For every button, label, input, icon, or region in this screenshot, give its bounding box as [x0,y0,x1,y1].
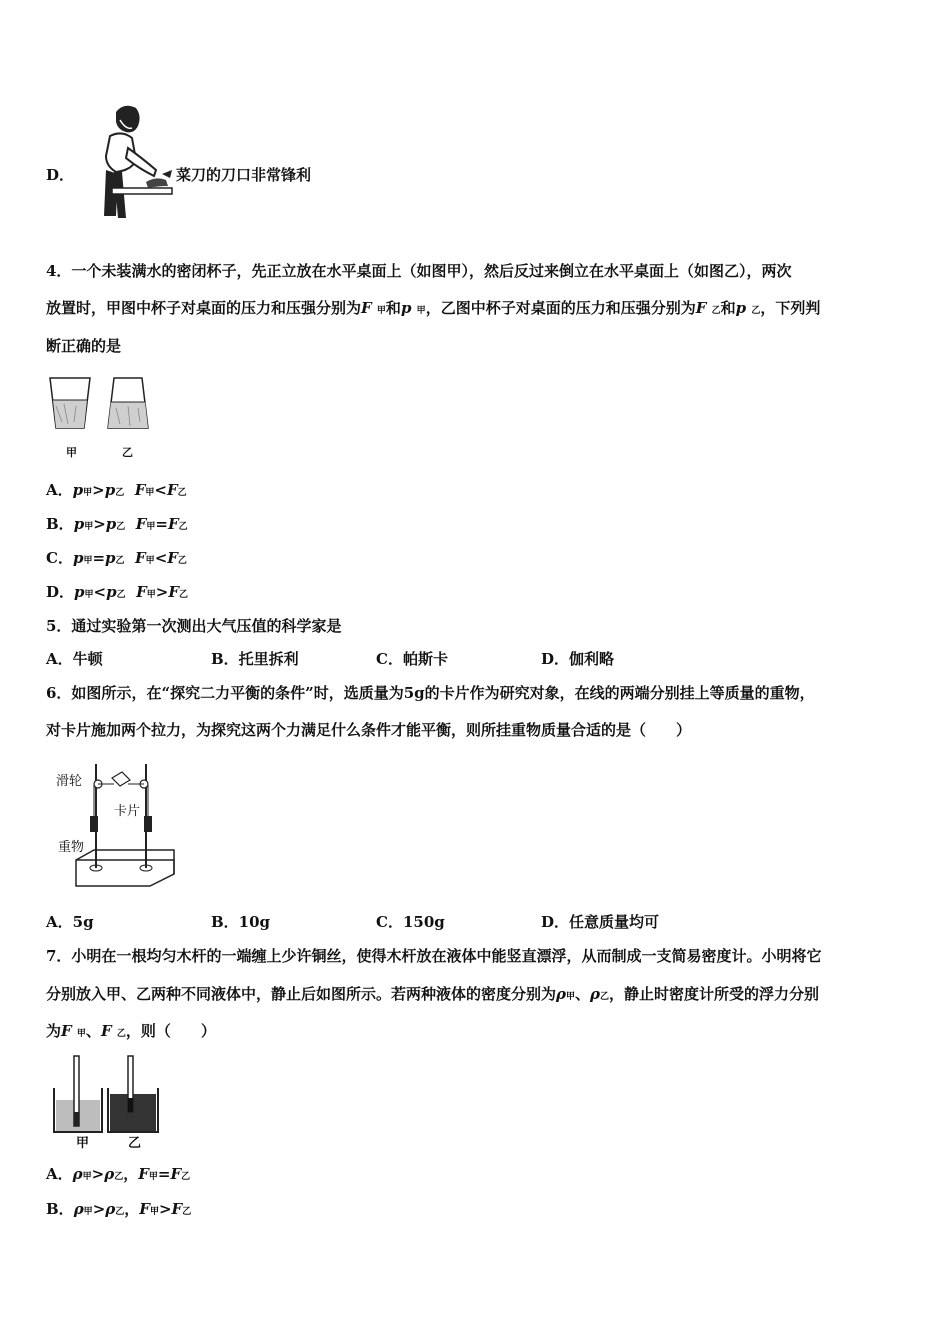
woman-cutting-figure [76,100,176,220]
cup-label-jia: 甲 [66,446,77,459]
weight-label: 重物 [58,840,85,855]
q7-option-b: B．ρ甲>ρ乙，F甲>F乙 [46,1200,192,1218]
q6-option-c: C．150g [376,913,445,931]
q6-option-a: A．5g [46,913,94,931]
q7-stem-line1: 7．小明在一根均匀木杆的一端缠上少许铜丝，使得木杆放在液体中能竖直漂浮，从而制成一支简易密度计。小明将它 [46,947,822,965]
q5-stem: 5．通过实验第一次测出大气压值的科学家是 [46,617,342,635]
q6-stem-line2: 对卡片施加两个拉力，为探究这两个力满足什么条件才能平衡，则所挂重物质量合适的是（ ） [46,721,692,739]
q5-option-b: B．托里拆利 [211,650,299,668]
pulley-label: 滑轮 [56,774,83,789]
q5-option-a: A．牛顿 [46,650,103,668]
beaker-label-jia: 甲 [76,1136,90,1151]
q7-option-a: A．ρ甲>ρ乙，F甲=F乙 [46,1165,191,1183]
q7-stem-line2: 分别放入甲、乙两种不同液体中，静止后如图所示。若两种液体的密度分别为ρ甲、ρ乙，静止时密度计所受的浮力分别 [46,985,820,1003]
woman-cutting-icon [76,100,176,220]
q4-option-c: C．p甲=p乙 F甲<F乙 [46,549,187,567]
q3-option-d-text: 菜刀的刀口非常锋利 [176,166,312,184]
q6-stem-line1: 6．如图所示，在“探究二力平衡的条件”时，选质量为5g的卡片作为研究对象，在线的两端分别挂上等质量的重物， [46,684,815,702]
hydrometer-figure [50,1054,165,1149]
q4-stem-line3: 断正确的是 [46,337,122,355]
cup-label-yi: 乙 [122,446,133,459]
q4-stem-line2: 放置时，甲图中杯子对桌面的压力和压强分别为F 甲和p 甲，乙图中杯子对桌面的压力和压强分别为F 乙和p 乙，下列判 [46,299,821,317]
q3-option-d-label: D． [46,166,75,184]
card-label: 卡片 [114,804,141,819]
q4-option-b: B．p甲>p乙 F甲=F乙 [46,515,188,533]
q6-option-b: B．10g [211,913,271,931]
q6-option-d: D．任意质量均可 [541,913,660,931]
q4-option-a: A．p甲>p乙 F甲<F乙 [46,481,187,499]
q4-stem-line1: 4．一个未装满水的密闭杯子，先正立放在水平桌面上（如图甲），然后反过来倒立在水平桌面上（如图乙），两次 [46,262,792,280]
cups-upright-inverted-icon [46,372,166,442]
hydrometer-beakers-icon [50,1054,165,1134]
cups-figure [46,372,166,462]
two-force-balance-figure [50,758,180,893]
q5-option-c: C．帕斯卡 [376,650,448,668]
q7-stem-line3: 为F 甲、F 乙，则（ ） [46,1022,216,1040]
q4-option-d: D．p甲<p乙 F甲>F乙 [46,583,188,601]
q5-option-d: D．伽利略 [541,650,615,668]
beaker-label-yi: 乙 [128,1136,142,1151]
